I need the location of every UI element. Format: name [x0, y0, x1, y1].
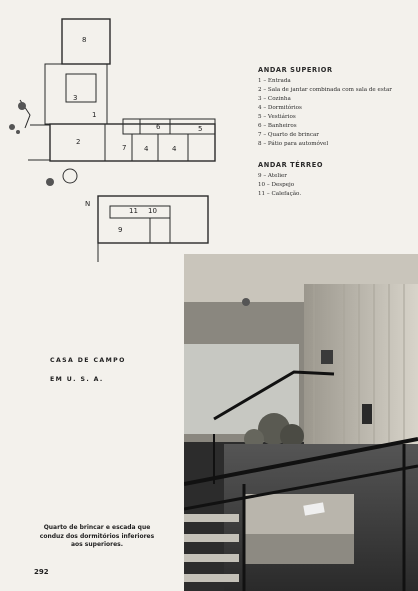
plan-label-4a: 4 [144, 145, 149, 153]
legend-upper-heading: ANDAR SUPERIOR [258, 66, 333, 74]
title-line-2: EM U. S. A. [50, 376, 104, 383]
plan-label-3: 3 [73, 94, 78, 102]
caption-line-3: aos superiores. [70, 541, 124, 548]
legend-item: 9 – Atelier [258, 173, 287, 179]
photo-caption [27, 524, 167, 550]
plan-label-10: 10 [148, 207, 157, 215]
floor-plan-drawing [0, 0, 270, 268]
legend-item: 8 – Pátio para automóvel [258, 141, 329, 147]
caption-line-1: Quarto de brincar e escada que [43, 524, 151, 531]
legend-item: 10 – Despejo [258, 182, 295, 188]
legend-item: 5 – Vestiários [258, 114, 296, 120]
plan-label-4b: 4 [172, 145, 177, 153]
plan-label-5: 5 [198, 125, 203, 133]
plan-label-9: 9 [118, 226, 123, 234]
north-arrow-label: N [85, 200, 91, 208]
page-number: 292 [34, 568, 49, 576]
legend-item: 2 – Sala de jantar combinada com sala de estar [258, 87, 392, 93]
floor-plan-legend [258, 66, 408, 199]
legend-lower-heading: ANDAR TÉRREO [258, 161, 324, 169]
plan-label-7: 7 [122, 144, 127, 152]
plan-label-11: 11 [129, 207, 138, 215]
plan-label-1: 1 [92, 111, 97, 119]
legend-item: 4 – Dormitórios [258, 105, 302, 111]
article-title [50, 357, 126, 395]
title-line-1: CASA DE CAMPO [50, 357, 126, 364]
caption-line-2: conduz dos dormitórios inferiores [39, 532, 155, 540]
legend-item: 7 – Quarto de brincar [258, 132, 319, 138]
legend-item: 6 – Banheiros [258, 123, 297, 129]
legend-item: 3 – Cozinha [258, 96, 291, 102]
interior-photograph [184, 254, 418, 591]
legend-item: 1 – Entrada [258, 78, 291, 84]
legend-item: 11 – Calefação. [258, 191, 302, 197]
plan-label-8: 8 [82, 36, 87, 44]
plan-label-6: 6 [156, 123, 161, 131]
plan-label-2: 2 [76, 138, 81, 146]
